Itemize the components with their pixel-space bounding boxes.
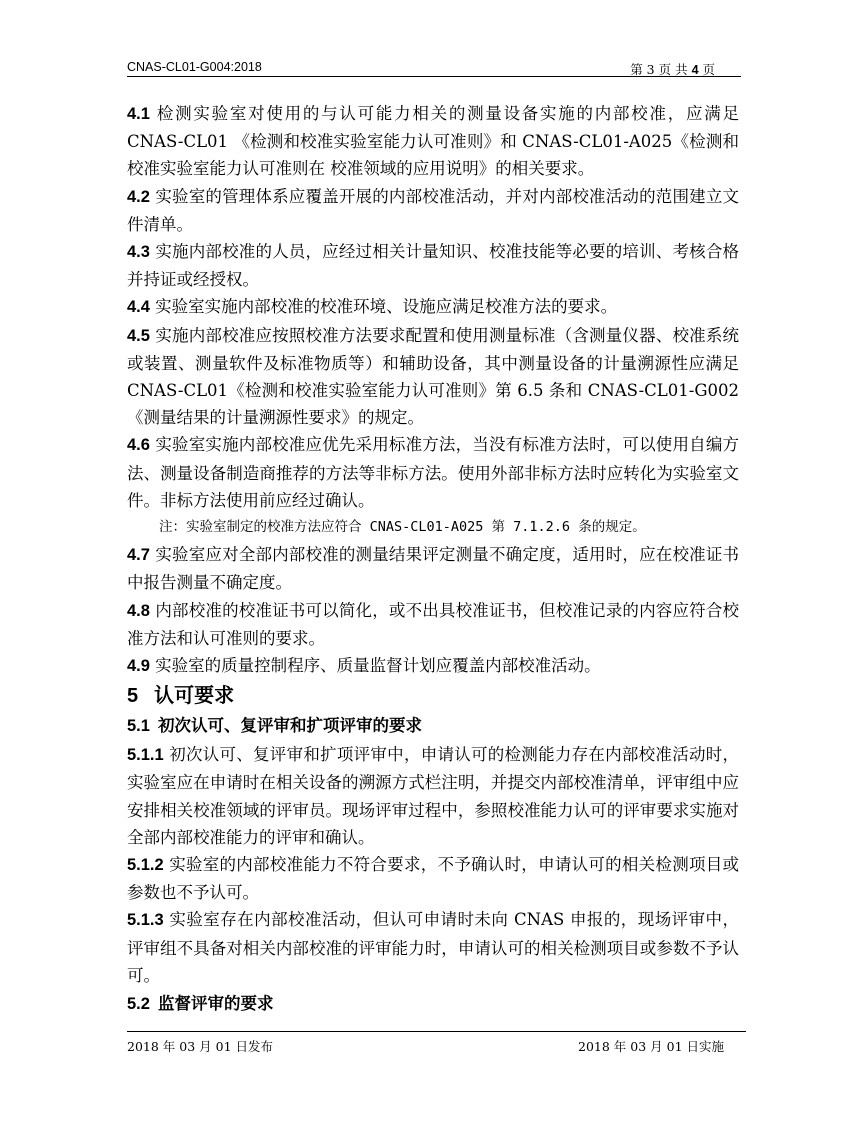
section-5-2-heading: 5.2 监督评审的要求 xyxy=(127,994,274,1014)
page-number: 第 3 页 共 4 页 xyxy=(630,62,715,77)
clause-4-8: 4.8 内部校准的校准证书可以简化，或不出具校准证书，但校准记录的内容应符合校准方法和认可准则的要求。 xyxy=(127,600,739,648)
clause-5-1-3: 5.1.3 实验室存在内部校准活动，但认可申请时未向 CNAS 申报的，现场评审中，评审组不具备对相关内部校准的评审能力时，申请认可的相关检测项目或参数不予认可。 xyxy=(127,910,739,985)
clause-4-2: 4.2 实验室的管理体系应覆盖开展的内部校准活动，并对内部校准活动的范围建立文件清单。 xyxy=(127,186,739,234)
page-header xyxy=(127,58,741,77)
clause-4-1: 4.1 检测实验室对使用的与认可能力相关的测量设备实施的内部校准，应满足CNAS-CL01 《检测和校准实验室能力认可准则》和 CNAS-CL01-A025《检测和校准实验室能力认可准则在 校准领域的应用说明》的相关要求。 xyxy=(127,104,739,179)
effective-date: 2018 年 03 月 01 日实施 xyxy=(578,1039,724,1054)
section-5-heading: 5 认可要求 xyxy=(127,683,235,708)
clause-4-9: 4.9 实验室的质量控制程序、质量监督计划应覆盖内部校准活动。 xyxy=(127,656,601,676)
issue-date: 2018 年 03 月 01 日发布 xyxy=(127,1039,273,1054)
document-code: CNAS-CL01-G004:2018 xyxy=(127,60,262,74)
section-5-1-heading: 5.1 初次认可、复评审和扩项评审的要求 xyxy=(127,716,422,736)
note: 注：实验室制定的校准方法应符合 CNAS-CL01-A025 第 7.1.2.6 条的规定。 xyxy=(159,519,646,536)
clause-4-7: 4.7 实验室应对全部内部校准的测量结果评定测量不确定度，适用时，应在校准证书中报告测量不确定度。 xyxy=(127,545,739,593)
clause-4-4: 4.4 实验室实施内部校准的校准环境、设施应满足校准方法的要求。 xyxy=(127,297,618,317)
clause-5-1-1: 5.1.1 初次认可、复评审和扩项评审中，申请认可的检测能力存在内部校准活动时，实验室应在申请时在相关设备的溯源方式栏注明，并提交内部校准清单，评审组中应安排相关校准领域的评审员。现场评审过程中，参照校准能力认可的评审要求实施对全部内部校准能力的评审和确认。 xyxy=(127,745,739,847)
clause-4-6: 4.6 实验室实施内部校准应优先采用标准方法，当没有标准方法时，可以使用自编方法、测量设备制造商推荐的方法等非标方法。使用外部非标方法时应转化为实验室文件。非标方法使用前应经过确认。 xyxy=(127,435,739,510)
page-footer xyxy=(127,1031,746,1052)
clause-4-3: 4.3 实施内部校准的人员，应经过相关计量知识、校准技能等必要的培训、考核合格并持证或经授权。 xyxy=(127,242,739,290)
clause-5-1-2: 5.1.2 实验室的内部校准能力不符合要求，不予确认时，申请认可的相关检测项目或参数也不予认可。 xyxy=(127,855,739,903)
document-body xyxy=(127,100,739,1019)
clause-4-5: 4.5 实施内部校准应按照校准方法要求配置和使用测量标准（含测量仪器、校准系统或装置、测量软件及标准物质等）和辅助设备，其中测量设备的计量溯源性应满足 CNAS-CL01《检测和校准实验室能力认可准则》第 6.5 条和 CNAS-CL01-G002《测量结果的计量溯源性要求》的规定。 xyxy=(127,325,739,428)
